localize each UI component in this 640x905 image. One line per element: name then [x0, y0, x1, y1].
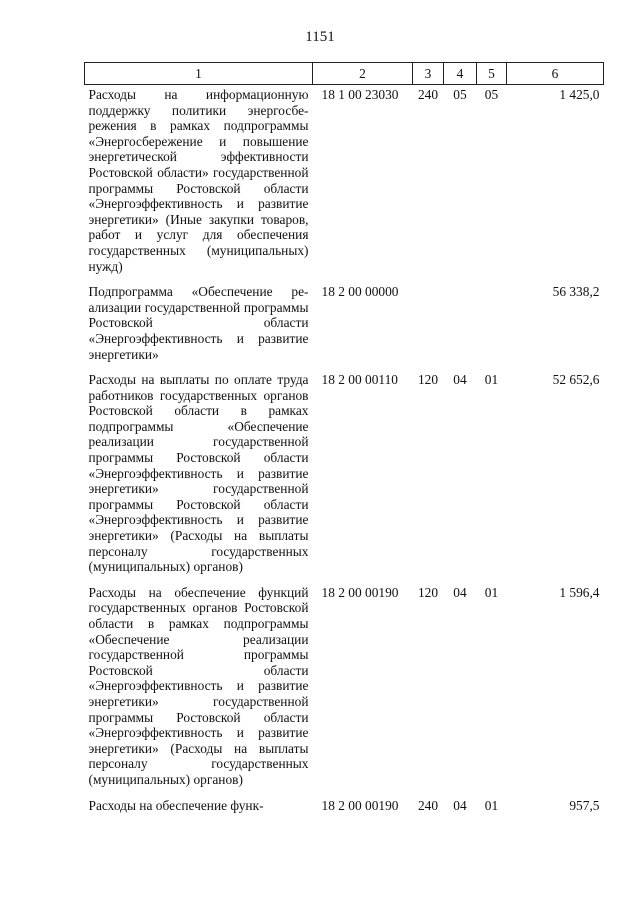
row-expense-type: 240	[417, 87, 439, 102]
column-header-2: 2	[313, 63, 413, 85]
page-number: 1151	[305, 29, 335, 45]
table-row	[85, 370, 604, 583]
table-row	[85, 796, 604, 822]
row-subsection: 01	[484, 584, 499, 600]
table-row	[85, 85, 604, 283]
row-section	[444, 282, 477, 370]
row-description: Расходы на обеспечение функ-	[88, 797, 264, 813]
row-subsection: 01	[484, 797, 499, 813]
row-description: Подпрограмма «Обеспечение реализации государственной программы Ростовской области «Энергоэффективность и развитие энергетики»	[88, 284, 309, 362]
row-subsection: 01	[484, 372, 499, 388]
row-description: Расходы на информационную поддержку политики энергосбережения в рамках подпрограммы «Энергосбережение и повышение энергетической эффективности Ростовской области» государственной программы Ростовской области «Энергоэффективность и развитие энергетики» (Иные закупки товаров, работ и услуг для обеспечения государственных (муниципальных) нужд)	[88, 87, 309, 274]
row-description: Расходы на выплаты по оплате труда работников государственных органов Ростовской области в рамках подпрограммы «Обеспечение реализации государственной программы Ростовской области «Энергоэффективность и развитие энергетики» государственной программы Ростовской области «Энергоэффективность и развитие энергетики» (Расходы на выплаты персоналу государственных (муниципальных) органов)	[88, 372, 309, 575]
row-target-code: 18 2 00 00190	[321, 797, 399, 813]
column-header-4: 4	[444, 63, 477, 85]
row-amount: 52 652,6	[552, 372, 600, 388]
row-subsection: 05	[484, 87, 499, 102]
row-section: 04	[453, 797, 467, 813]
row-expense-type: 120	[417, 584, 439, 600]
header-row	[85, 63, 604, 85]
table-row	[85, 583, 604, 796]
row-subsection	[477, 282, 507, 370]
row-section: 04	[453, 584, 467, 600]
table-row	[85, 282, 604, 370]
budget-table	[84, 62, 604, 821]
row-amount: 1 596,4	[559, 584, 600, 600]
table-body	[85, 85, 604, 822]
row-expense-type: 240	[417, 797, 439, 813]
column-header-6: 6	[507, 63, 604, 85]
row-expense-type: 120	[417, 372, 439, 388]
table-header	[85, 63, 604, 85]
column-header-5: 5	[477, 63, 507, 85]
column-header-1: 1	[85, 63, 313, 85]
row-target-code: 18 2 00 00000	[321, 284, 399, 300]
row-amount: 56 338,2	[552, 284, 600, 300]
row-section: 05	[453, 87, 467, 102]
row-target-code: 18 1 00 23030	[321, 87, 399, 102]
row-target-code: 18 2 00 00110	[321, 372, 398, 388]
row-amount: 957,5	[569, 797, 600, 813]
row-target-code: 18 2 00 00190	[321, 584, 399, 600]
row-section: 04	[453, 372, 467, 388]
row-expense-type	[413, 282, 444, 370]
column-header-3: 3	[413, 63, 444, 85]
row-amount: 1 425,0	[559, 87, 600, 102]
row-description: Расходы на обеспечение функций государственных органов Ростовской области в рамках подпрограммы «Обеспечение реализации государственной программы Ростовской области «Энергоэффективность и развитие энергетики» государственной программы Ростовской области «Энергоэффективность и развитие энергетики» (Расходы на выплаты персоналу государственных (муниципальных) органов)	[88, 584, 309, 787]
